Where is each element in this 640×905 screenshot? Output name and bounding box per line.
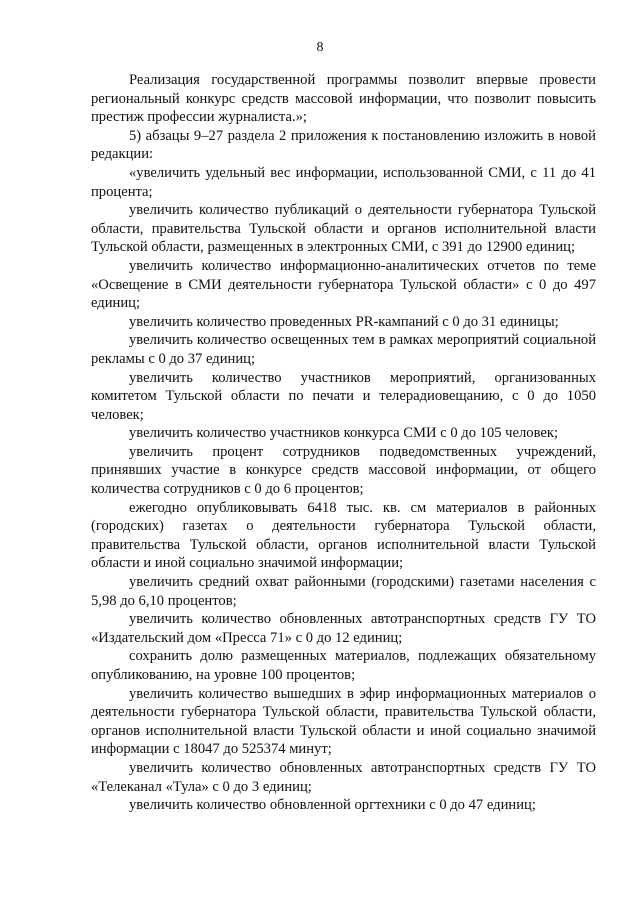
- page-number: 8: [316, 40, 324, 55]
- paragraph-target: ежегодно опубликовывать 6418 тыс. кв. см материалов в районных (городских) газетах о деятельности губернатора Тульской области, правительства Тульской области, органов исполнительной власти Тульской области и иной социально значимой информации;: [91, 499, 596, 572]
- paragraph-target: увеличить средний охват районными (городскими) газетами населения с 5,98 до 6,10 процентов;: [91, 574, 596, 609]
- paragraph-target: увеличить количество обновленных автотранспортных средств ГУ ТО «Телеканал «Тула» с 0 до 3 единиц;: [91, 759, 596, 795]
- paragraph-intro: Реализация государственной программы позволит впервые провести региональный конкурс средств массовой информации, что позволит повысить престиж профессии журналиста.»;: [91, 72, 596, 126]
- document-body: [91, 71, 596, 815]
- paragraph-target: увеличить количество обновленных автотранспортных средств ГУ ТО «Издательский дом «Пресса 71» с 0 до 12 единиц;: [91, 611, 596, 646]
- paragraph-target: увеличить количество освещенных тем в рамках мероприятий социальной рекламы с 0 до 37 единиц;: [91, 332, 596, 367]
- paragraph-target: увеличить процент сотрудников подведомственных учреждений, принявших участие в конкурсе средств массовой информации, от общего количества сотрудников с 0 до 6 процентов;: [91, 443, 596, 498]
- paragraph-target: увеличить количество обновленной оргтехники с 0 до 47 единиц;: [129, 797, 536, 814]
- paragraph-target: увеличить количество участников конкурса СМИ с 0 до 105 человек;: [129, 425, 559, 442]
- paragraph-amendment: 5) абзацы 9–27 раздела 2 приложения к постановлению изложить в новой редакции:: [91, 127, 596, 163]
- paragraph-target: увеличить количество публикаций о деятельности губернатора Тульской области, правительства Тульской области и органов исполнительной власти Тульской области, размещенных в электронных СМИ, с 391 до 12900 единиц;: [91, 202, 596, 256]
- paragraph-target: сохранить долю размещенных материалов, подлежащих обязательному опубликованию, на уровне 100 процентов;: [91, 648, 596, 683]
- paragraph-target: увеличить количество информационно-аналитических отчетов по теме «Освещение в СМИ деятельности губернатора Тульской области» с 0 до 497 единиц;: [91, 257, 596, 312]
- paragraph-target: увеличить количество вышедших в эфир информационных материалов о деятельности губернатора Тульской области, правительства Тульской области, органов исполнительной власти Тульской области и иной социально значимой информации с 18047 до 525374 минут;: [91, 685, 596, 758]
- paragraph-target: увеличить количество участников мероприятий, организованных комитетом Тульской области по печати и телерадиовещанию, с 0 до 1050 человек;: [91, 369, 596, 423]
- paragraph-target: «увеличить удельный вес информации, использованной СМИ, с 11 до 41 процента;: [91, 164, 596, 200]
- paragraph-target: увеличить количество проведенных PR-кампаний с 0 до 31 единицы;: [129, 313, 559, 330]
